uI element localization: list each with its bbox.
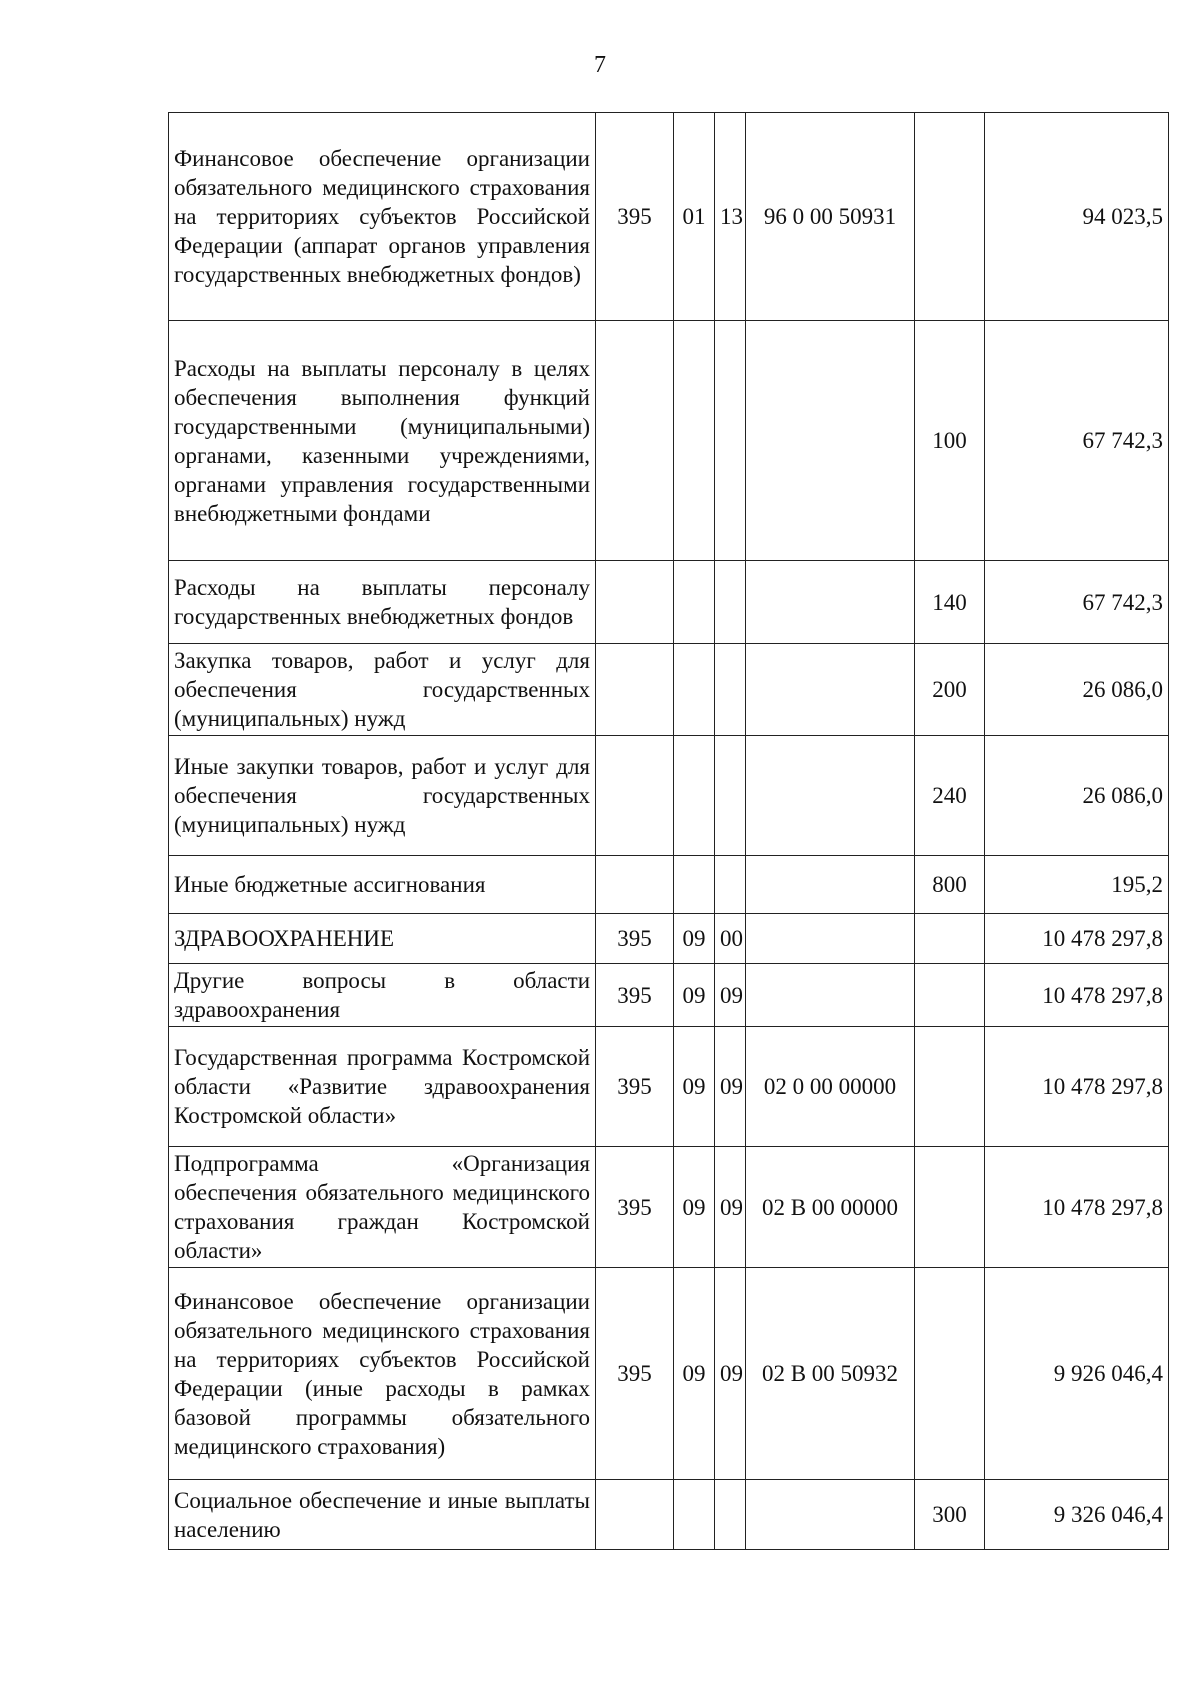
amount-cell: 10 478 297,8: [985, 1147, 1169, 1268]
department-code-cell: 395: [596, 113, 674, 321]
target-article-cell: [746, 964, 915, 1027]
target-article-cell: 02 0 00 00000: [746, 1027, 915, 1147]
table-row: [169, 1480, 1169, 1550]
expense-type-cell: 800: [915, 856, 985, 914]
expense-type-cell: [915, 1268, 985, 1480]
item-name-cell: Закупка товаров, работ и услуг для обеспечения государственных (муниципальных) нужд: [169, 644, 596, 736]
subsection-code-cell: 09: [715, 1027, 746, 1147]
amount-cell: 9 326 046,4: [985, 1480, 1169, 1550]
section-code-cell: 09: [674, 1147, 715, 1268]
table-row: [169, 113, 1169, 321]
department-code-cell: 395: [596, 1268, 674, 1480]
page-number: 7: [594, 52, 606, 78]
department-code-cell: [596, 321, 674, 561]
section-code-cell: 09: [674, 1027, 715, 1147]
subsection-code-cell: 09: [715, 1268, 746, 1480]
amount-cell: 26 086,0: [985, 736, 1169, 856]
expense-type-cell: [915, 113, 985, 321]
item-name-cell: Расходы на выплаты персоналу в целях обеспечения выполнения функций государственными (муниципальными) органами, казенными учреждениями, органами управления государственными внебюджетными фондами: [169, 321, 596, 561]
section-code-cell: 09: [674, 914, 715, 964]
table-row: [169, 321, 1169, 561]
subsection-code-cell: [715, 736, 746, 856]
subsection-code-cell: [715, 561, 746, 644]
item-name-cell: Подпрограмма «Организация обеспечения обязательного медицинского страхования граждан Костромской области»: [169, 1147, 596, 1268]
item-name-cell: Другие вопросы в области здравоохранения: [169, 964, 596, 1027]
table-row: [169, 1147, 1169, 1268]
target-article-cell: [746, 644, 915, 736]
amount-cell: 67 742,3: [985, 561, 1169, 644]
amount-cell: 9 926 046,4: [985, 1268, 1169, 1480]
section-code-cell: [674, 321, 715, 561]
amount-cell: 26 086,0: [985, 644, 1169, 736]
amount-cell: 94 023,5: [985, 113, 1169, 321]
subsection-code-cell: [715, 644, 746, 736]
target-article-cell: [746, 561, 915, 644]
department-code-cell: 395: [596, 1027, 674, 1147]
department-code-cell: [596, 736, 674, 856]
target-article-cell: 02 В 00 50932: [746, 1268, 915, 1480]
expense-type-cell: 200: [915, 644, 985, 736]
amount-cell: 195,2: [985, 856, 1169, 914]
target-article-cell: [746, 736, 915, 856]
target-article-cell: 02 В 00 00000: [746, 1147, 915, 1268]
target-article-cell: 96 0 00 50931: [746, 113, 915, 321]
item-name-cell: Финансовое обеспечение организации обязательного медицинского страхования на территориях субъектов Российской Федерации (иные расходы в рамках базовой программы обязательного медицинского страхования): [169, 1268, 596, 1480]
item-name-cell: Государственная программа Костромской области «Развитие здравоохранения Костромской области»: [169, 1027, 596, 1147]
department-code-cell: 395: [596, 1147, 674, 1268]
subsection-code-cell: [715, 321, 746, 561]
table-row: [169, 1268, 1169, 1480]
table-row: [169, 964, 1169, 1027]
table-row: [169, 644, 1169, 736]
section-code-cell: 09: [674, 1268, 715, 1480]
section-code-cell: [674, 1480, 715, 1550]
target-article-cell: [746, 914, 915, 964]
subsection-code-cell: [715, 856, 746, 914]
section-code-cell: [674, 644, 715, 736]
amount-cell: 10 478 297,8: [985, 914, 1169, 964]
expense-type-cell: [915, 1027, 985, 1147]
section-code-cell: [674, 856, 715, 914]
target-article-cell: [746, 321, 915, 561]
subsection-code-cell: 13: [715, 113, 746, 321]
department-code-cell: 395: [596, 914, 674, 964]
table-row: [169, 914, 1169, 964]
subsection-code-cell: 00: [715, 914, 746, 964]
item-name-cell: Социальное обеспечение и иные выплаты населению: [169, 1480, 596, 1550]
expense-type-cell: 140: [915, 561, 985, 644]
expense-type-cell: [915, 914, 985, 964]
department-code-cell: 395: [596, 964, 674, 1027]
expense-type-cell: [915, 964, 985, 1027]
budget-table: [168, 112, 1169, 1550]
department-code-cell: [596, 644, 674, 736]
item-name-cell: Финансовое обеспечение организации обязательного медицинского страхования на территориях субъектов Российской Федерации (аппарат органов управления государственных внебюджетных фондов): [169, 113, 596, 321]
target-article-cell: [746, 856, 915, 914]
section-code-cell: 09: [674, 964, 715, 1027]
table-row: [169, 856, 1169, 914]
amount-cell: 10 478 297,8: [985, 1027, 1169, 1147]
expense-type-cell: 300: [915, 1480, 985, 1550]
subsection-code-cell: 09: [715, 1147, 746, 1268]
item-name-cell: Расходы на выплаты персоналу государственных внебюджетных фондов: [169, 561, 596, 644]
expense-type-cell: [915, 1147, 985, 1268]
item-name-cell: ЗДРАВООХРАНЕНИЕ: [169, 914, 596, 964]
section-code-cell: 01: [674, 113, 715, 321]
amount-cell: 10 478 297,8: [985, 964, 1169, 1027]
department-code-cell: [596, 856, 674, 914]
item-name-cell: Иные бюджетные ассигнования: [169, 856, 596, 914]
table-body: [169, 113, 1169, 1550]
expense-type-cell: 240: [915, 736, 985, 856]
item-name-cell: Иные закупки товаров, работ и услуг для обеспечения государственных (муниципальных) нужд: [169, 736, 596, 856]
department-code-cell: [596, 1480, 674, 1550]
target-article-cell: [746, 1480, 915, 1550]
expense-type-cell: 100: [915, 321, 985, 561]
subsection-code-cell: 09: [715, 964, 746, 1027]
subsection-code-cell: [715, 1480, 746, 1550]
section-code-cell: [674, 736, 715, 856]
department-code-cell: [596, 561, 674, 644]
table-row: [169, 1027, 1169, 1147]
table-row: [169, 561, 1169, 644]
amount-cell: 67 742,3: [985, 321, 1169, 561]
table-row: [169, 736, 1169, 856]
section-code-cell: [674, 561, 715, 644]
